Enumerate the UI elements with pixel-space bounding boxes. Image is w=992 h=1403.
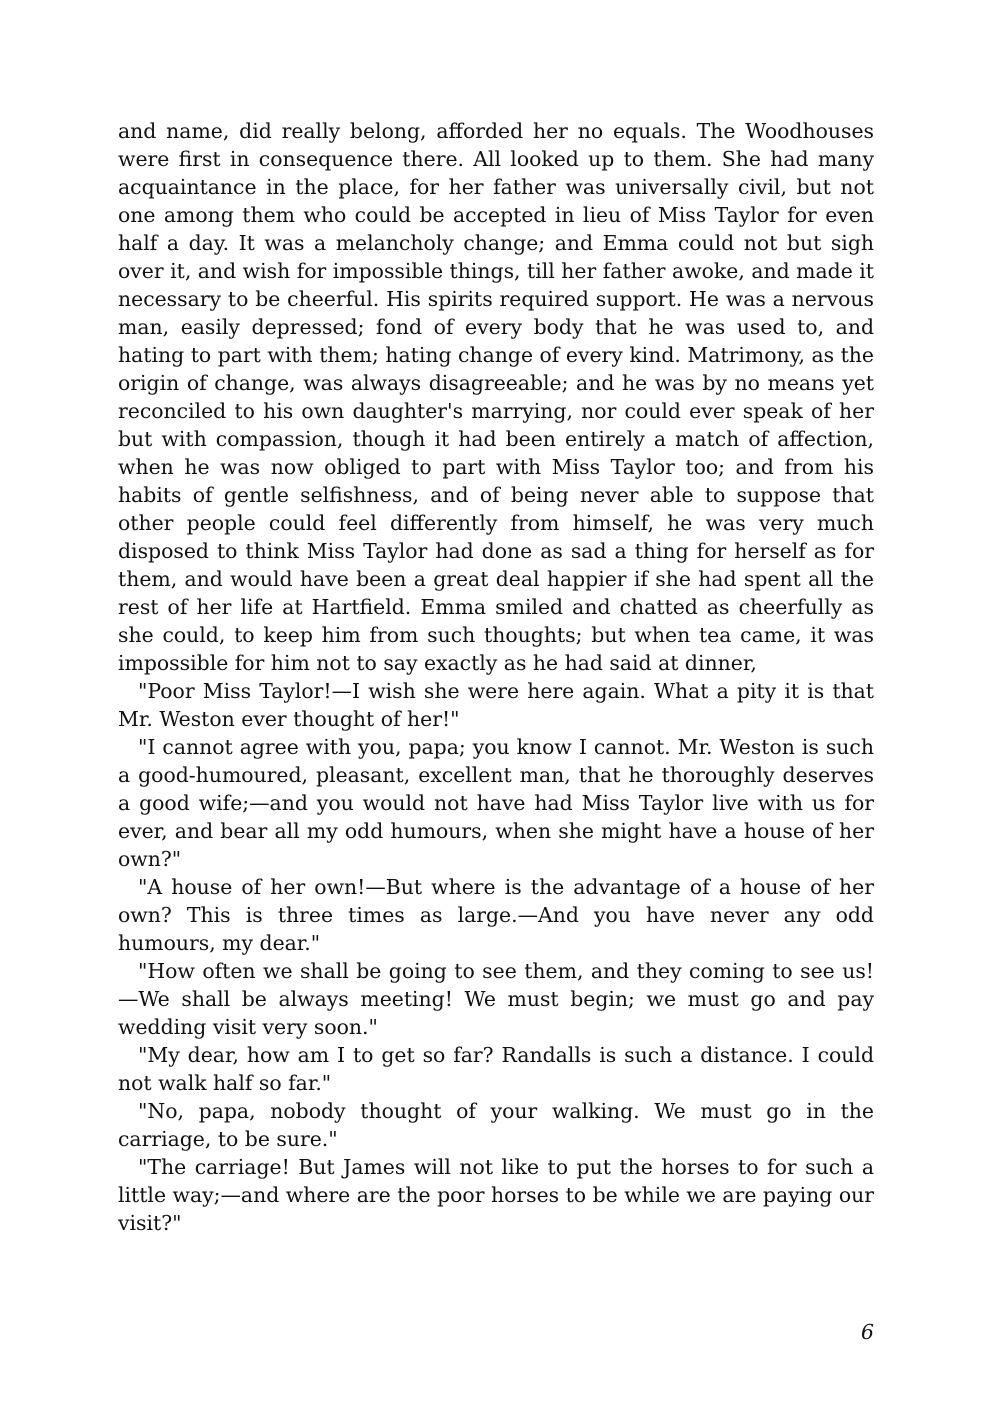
paragraph: "No, papa, nobody thought of your walking. We must go in the carriage, to be sure." xyxy=(118,1099,874,1151)
paragraph: "Poor Miss Taylor!—I wish she were here again. What a pity it is that Mr. Weston ever thought of her!" xyxy=(118,679,874,731)
paragraph: "A house of her own!—But where is the advantage of a house of her own? This is three times as large.—And you have never any odd humours, my dear." xyxy=(118,875,874,955)
paragraph: "My dear, how am I to get so far? Randalls is such a distance. I could not walk half so far." xyxy=(118,1043,874,1095)
body-text xyxy=(118,117,874,1237)
paragraph: "I cannot agree with you, papa; you know I cannot. Mr. Weston is such a good-humoured, pleasant, excellent man, that he thoroughly deserves a good wife;—and you would not have had Miss Taylor live with us for ever, and bear all my odd humours, when she might have a house of her own?" xyxy=(118,735,874,871)
paragraph: and name, did really belong, afforded her no equals. The Woodhouses were first in consequence there. All looked up to them. She had many acquaintance in the place, for her father was universally civil, but not one among them who could be accepted in lieu of Miss Taylor for even half a day. It was a melancholy change; and Emma could not but sigh over it, and wish for impossible things, till her father awoke, and made it necessary to be cheerful. His spirits required support. He was a nervous man, easily depressed; fond of every body that he was used to, and hating to part with them; hating change of every kind. Matrimony, as the origin of change, was always disagreeable; and he was by no means yet reconciled to his own daughter's marrying, nor could ever speak of her but with compassion, though it had been entirely a match of affection, when he was now obliged to part with Miss Taylor too; and from his habits of gentle selfishness, and of being never able to suppose that other people could feel differently from himself, he was very much disposed to think Miss Taylor had done as sad a thing for herself as for them, and would have been a great deal happier if she had spent all the rest of her life at Hartfield. Emma smiled and chatted as cheerfully as she could, to keep him from such thoughts; but when tea came, it was impossible for him not to say exactly as he had said at dinner, xyxy=(118,119,874,675)
page-number: 6 xyxy=(861,1320,874,1344)
paragraph: "How often we shall be going to see them, and they coming to see us!—We shall be always meeting! We must begin; we must go and pay wedding visit very soon." xyxy=(118,959,874,1039)
paragraph: "The carriage! But James will not like to put the horses to for such a little way;—and where are the poor horses to be while we are paying our visit?" xyxy=(118,1155,874,1235)
